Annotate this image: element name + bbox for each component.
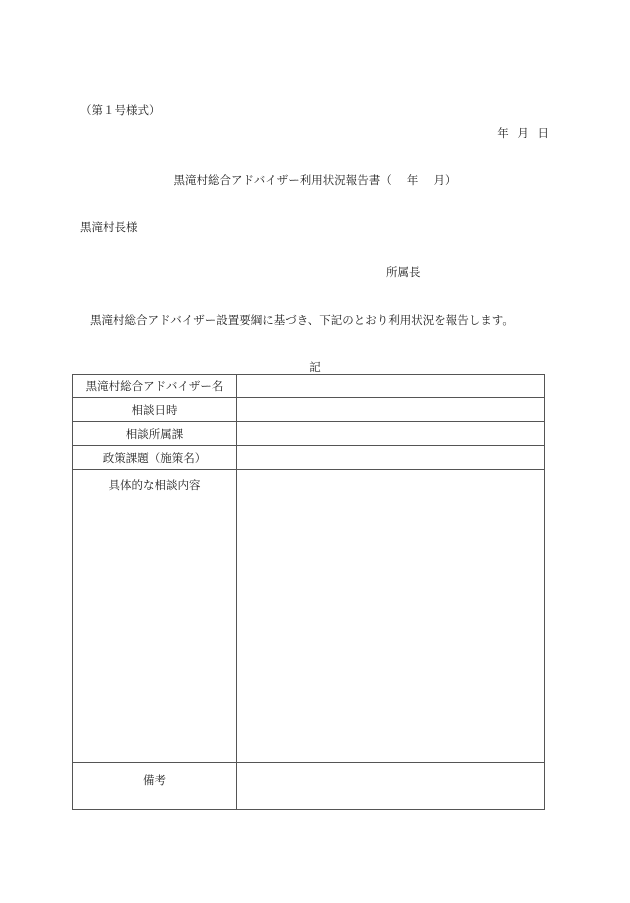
report-statement: 黒滝村総合アドバイザー設置要綱に基づき、下記のとおり利用状況を報告します。	[90, 313, 514, 327]
row-label-notes: 備考	[73, 763, 237, 809]
row-label-consultation-datetime: 相談日時	[73, 398, 237, 421]
table-row-adviser-name	[73, 375, 544, 398]
consultation-details-field	[237, 470, 544, 762]
policy-issue-field	[237, 446, 544, 469]
row-label-department: 相談所属課	[73, 422, 237, 445]
sender-title: 所属長	[386, 265, 421, 279]
form-number: （第１号様式）	[80, 103, 161, 117]
report-table	[72, 374, 545, 810]
date-line: 年 月 日	[497, 126, 549, 140]
table-row-notes	[73, 763, 544, 809]
ki-marker: 記	[309, 360, 321, 374]
row-label-adviser-name: 黒滝村総合アドバイザー名	[73, 375, 237, 397]
table-row-consultation-datetime	[73, 398, 544, 422]
notes-field	[237, 763, 544, 809]
addressee: 黒滝村長様	[80, 220, 138, 234]
row-label-consultation-details: 具体的な相談内容	[73, 470, 237, 762]
table-row-consultation-details	[73, 470, 544, 763]
table-row-department	[73, 422, 544, 446]
row-label-policy-issue: 政策課題（施策名）	[73, 446, 237, 469]
report-title: 黒滝村総合アドバイザー利用状況報告書（ 年 月）	[173, 173, 457, 187]
table-row-policy-issue	[73, 446, 544, 470]
adviser-name-field	[237, 375, 544, 397]
department-field	[237, 422, 544, 445]
consultation-datetime-field	[237, 398, 544, 421]
